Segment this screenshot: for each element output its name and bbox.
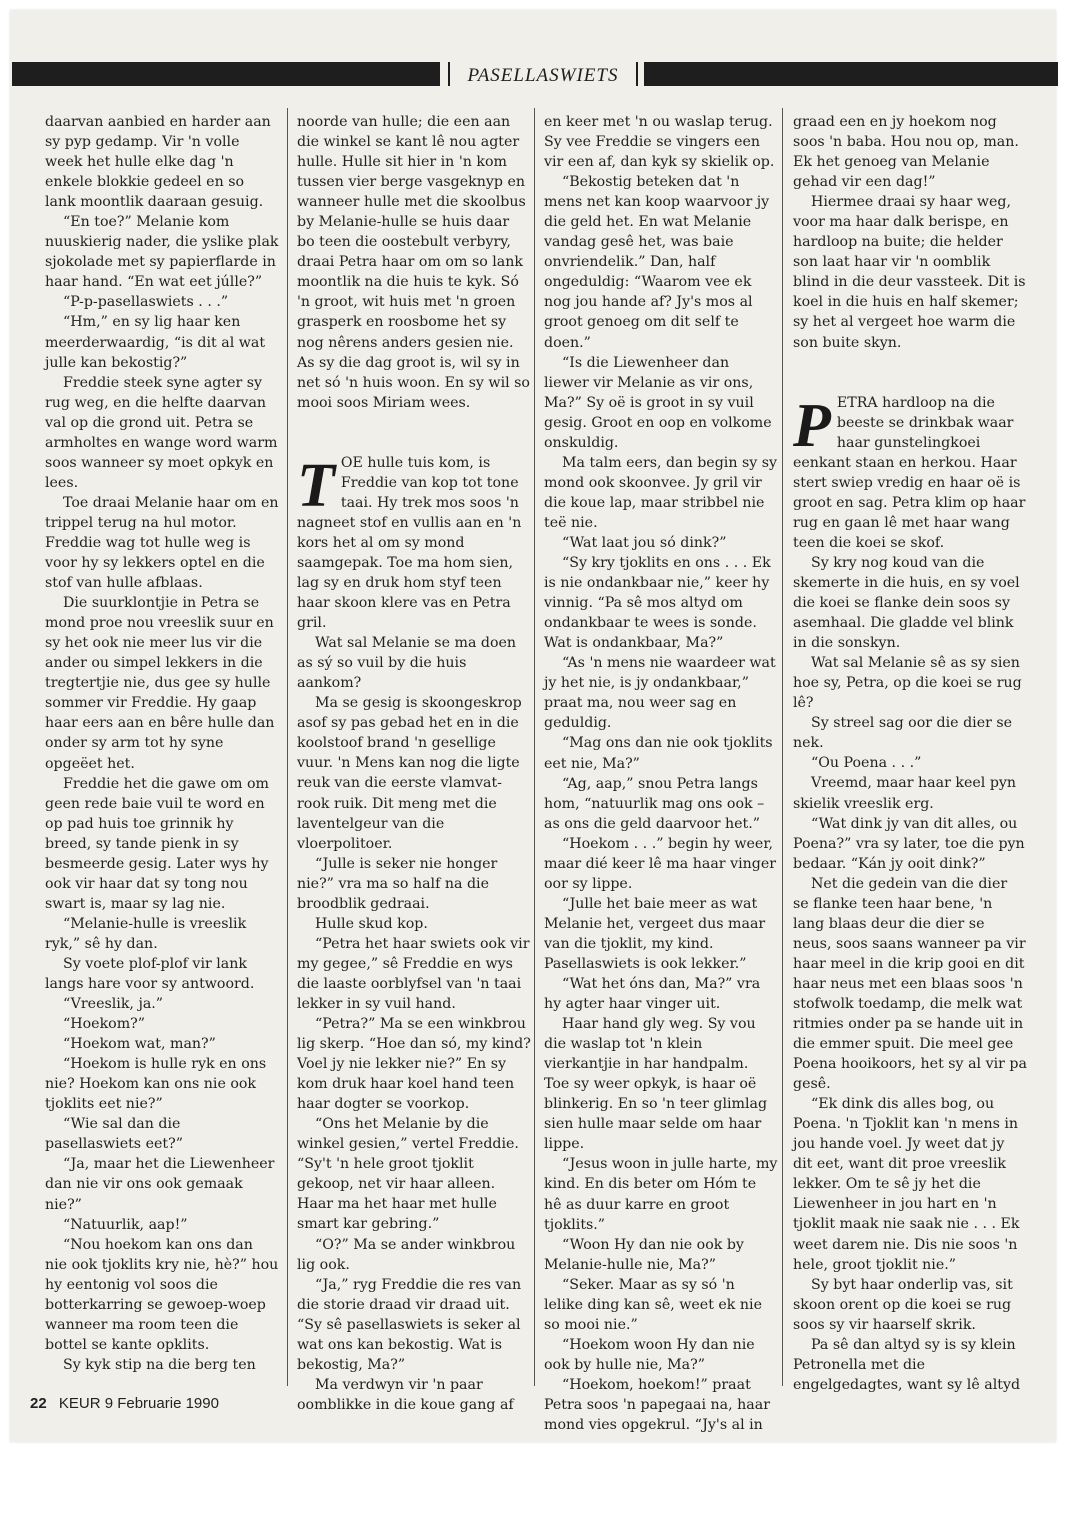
header-rule-left [12, 62, 440, 86]
issue-info: KEUR 9 Februarie 1990 [58, 1395, 219, 1412]
paragraph: “Nou hoekom kan ons dan nie ook tjoklits kry nie, hè?” hou hy eentonig vol soos die botterkarring se gewoep-woep wanneer ma room teen die bottel se kante opklits. [45, 1236, 279, 1353]
paragraph: “Bekostig beteken dat 'n mens net kan koop waarvoor jy die geld het. En wat Melanie vandag gesê het, was baie onvriendelik.” Dan, half ongeduldig: “Waarom vee ek nog jou hande af? Jy's mos al groot genoeg om dit self te doen.” [544, 174, 770, 351]
dropcap-paragraph [793, 393, 1027, 553]
paragraph: Freddie het die gawe om om geen rede baie vuil te word en op pad huis toe grinnik hy breed, sy tande pienk in sy besmeerde gesig. Later wys hy ook vir haar dat sy tong nou swart is, maar sy lag nie. [45, 775, 269, 912]
paragraph: “Ag, aap,” snou Petra langs hom, “natuurlik mag ons ook – as ons die geld daarvoor het.” [544, 775, 765, 832]
header-rule-right [644, 62, 1058, 86]
paragraph: “Mag ons dan nie ook tjoklits eet nie, Ma?” [544, 735, 773, 772]
paragraph: en keer met 'n ou waslap terug. Sy vee Freddie se vingers een vir een af, dan kyk sy skielik op. [544, 114, 775, 171]
paragraph: graad een en jy hoekom nog soos 'n baba. Hou nou op, man. Ek het genoeg van Melanie gehad vir een dag!” [793, 114, 1019, 191]
page-number: 22 [30, 1395, 47, 1412]
paragraph: Ma talm eers, dan begin sy sy mond ook skoonvee. Jy gril vir die koue lap, maar stribbel nie teë nie. [544, 454, 778, 531]
paragraph: daarvan aanbied en harder aan sy pyp gedamp. Vir 'n volle week het hulle elke dag 'n enkele blokkie gedeel en so lank moontlik daaraan gesuig. [45, 114, 271, 211]
paragraph: Sy voete plof-plof vir lank langs hare voor sy antwoord. [45, 955, 255, 993]
paragraph: “Melanie-hulle is vreeslik ryk,” sê hy dan. [45, 915, 247, 952]
paragraph: “Petra?” Ma se een winkbrou lig skerp. “Hoe dan só, my kind? Voel jy nie lekker nie?” En sy kom druk haar koel hand teen haar dogter se voorkop. [297, 1016, 531, 1113]
paragraph: “Hoekom wat, man?” [63, 1036, 216, 1053]
paragraph: “Hm,” en sy lig haar ken meerderwaardig, “is dit al wat julle kan bekostig?” [45, 314, 266, 371]
paragraph: “Seker. Maar as sy só 'n lelike ding kan sê, weet ek nie so mooi nie.” [544, 1276, 762, 1333]
paragraph: Haar hand gly weg. Sy vou die waslap tot 'n klein vierkantjie in har handpalm. Toe sy weer opkyk, is haar oë blinkerig. En so 'n teer glimlag sien hulle maar selde om haar lippe. [544, 1016, 768, 1153]
paragraph: Ma se gesig is skoongeskrop asof sy pas gebad het en in die koolstoof brand 'n gesellige vuur. 'n Mens kan nog die ligte reuk van die eerste vlamvat-rook ruik. Dit meng met die laventelgeur van die vloerpolitoer. [297, 695, 522, 852]
paragraph: “O?” Ma se ander winkbrou lig ook. [297, 1236, 516, 1273]
paragraph: “Sy kry tjoklits en ons . . . Ek is nie ondankbaar nie,” keer hy vinnig. “Pa sê mos altyd om ondankbaar te wees is sonde. Wat is ondankbaar, Ma?” [544, 555, 771, 652]
paragraph: “Jesus woon in julle harte, my kind. En dis beter om Hóm te hê as duur karre en groot tjoklits.” [544, 1156, 778, 1233]
paragraph: Pa sê dan altyd sy is sy klein Petronella met die engelgedagtes, want sy lê altyd [793, 1336, 1021, 1393]
column-divider [782, 108, 783, 1386]
paragraph: Sy kry nog koud van die skemerte in die huis, en sy voel die koei se flanke dein soos sy asemhaal. Die gladde vel blink in die sonskyn. [793, 554, 1020, 652]
paragraph: “Natuurlik, aap!” [63, 1216, 188, 1233]
drop-cap: T [297, 451, 335, 520]
paragraph: “Hoekom is hulle ryk en ons nie? Hoekom kan ons nie ook tjoklits eet nie?” [45, 1056, 267, 1113]
paragraph: “Wie sal dan die pasellaswiets eet?” [45, 1116, 183, 1153]
paragraph: “Julle het baie meer as wat Melanie het, vergeet dus maar van die tjoklit, my kind. Pasellaswiets is ook lekker.” [544, 895, 766, 972]
paragraph: “Hoekom?” [63, 1016, 146, 1033]
column-divider [287, 108, 288, 1386]
paragraph: “Ja, maar het die Liewenheer dan nie vir ons ook gemaak nie?” [45, 1156, 275, 1213]
paragraph: “En toe?” Melanie kom nuuskierig nader, die yslike plak sjokolade met sy papierflarde in haar hand. “En wat eet júlle?” [45, 214, 279, 291]
paragraph: Freddie steek syne agter sy rug weg, en die helfte daarvan val op die grond uit. Petra se armholtes en wange word warm soos wanneer sy moet opkyk en lees. [45, 374, 278, 491]
paragraph: Wat sal Melanie se ma doen as sý so vuil by die huis aankom? [297, 635, 517, 692]
paragraph: “Ou Poena . . .” [811, 755, 922, 772]
paragraph: “Julle is seker nie honger nie?” vra ma so half na die broodblik gedraai. [297, 855, 498, 912]
section-title: PASELLASWIETS [448, 62, 638, 86]
paragraph: “Hoekom, hoekom!” praat Petra soos 'n papegaai na, haar mond vies opgekrul. “Jy's al in [544, 1376, 770, 1434]
dropcap-text: ETRA hardloop na die beeste se drinkbak waar haar gunstelingkoei eenkant staan en herkou. Haar stert swiep vredig en haar oë is groot en sag. Petra klim op haar rug en gaan lê met haar wang teen die koei se skof. [793, 394, 1026, 551]
paragraph: “Is die Liewenheer dan liewer vir Melanie as vir ons, Ma?” Sy oë is groot in sy vuil gesig. Groot en oop en volkome onskuldig. [544, 354, 772, 451]
paragraph: Ma verdwyn vir 'n paar oomblikke in die koue gang af [297, 1376, 514, 1413]
paragraph: Wat sal Melanie sê as sy sien hoe sy, Petra, op die koei se rug lê? [793, 655, 1022, 712]
article-column-1 [45, 112, 279, 1375]
paragraph: “Wat het óns dan, Ma?” vra hy agter haar vinger uit. [544, 976, 761, 1013]
dropcap-text: OE hulle tuis kom, is Freddie van kop tot tone taai. Hy trek mos soos 'n nagneet stof en vullis aan en 'n kors het al om sy mond saamgepak. Toe ma hom sien, lag sy en druk hom styf teen haar skoon klere vas en Petra gril. [297, 454, 522, 632]
dropcap-paragraph [297, 453, 531, 633]
section-break [793, 353, 1027, 393]
paragraph: “Hoekom woon Hy dan nie ook by hulle nie, Ma?” [544, 1336, 755, 1373]
paragraph: “Ja,” ryg Freddie die res van die storie draad vir draad uit. “Sy sê pasellaswiets is seker al wat ons kan bekostig. Wat is bekostig, Ma?” [297, 1276, 522, 1373]
paragraph: “Woon Hy dan nie ook by Melanie-hulle nie, Ma?” [544, 1236, 744, 1273]
paragraph: “Petra het haar swiets ook vir my gegee,” sê Freddie en wys die laaste oorblyfsel van 'n taai lekker in sy vuil hand. [297, 935, 530, 1012]
paragraph: “P-p-pasellaswiets . . .” [63, 294, 229, 311]
paragraph: Vreemd, maar haar keel pyn skielik vreeslik erg. [793, 775, 1017, 812]
paragraph: Toe draai Melanie haar om en trippel terug na hul motor. Freddie wag tot hulle weg is voor hy sy lekkers optel en die stof van hulle afblaas. [45, 494, 279, 592]
paragraph: noorde van hulle; die een aan die winkel se kant lê nou agter hulle. Hulle sit hier in 'n kom tussen vier berge vasgeknyp en wanneer hulle met die skoolbus by Melanie-hulle se huis daar bo teen die oostebult verbyry, draai Petra haar om om so lank moontlik na die huis te kyk. Só 'n groot, wit huis met 'n groen grasperk en roosbome het sy nog nêrens anders gesien nie. As sy die dag groot is, wil sy in net só 'n huis woon. En sy wil so mooi soos Miriam wees. [297, 114, 530, 411]
paragraph: “Wat dink jy van dit alles, ou Poena?” vra sy later, toe die pyn bedaar. “Kán jy ooit dink?” [793, 815, 1025, 872]
page-footer [30, 1395, 219, 1412]
column-divider [534, 108, 535, 1386]
article-column-4 [793, 112, 1027, 1395]
paragraph: “Ek dink dis alles bog, ou Poena. 'n Tjoklit kan 'n mens in jou hande voel. Jy weet dat jy dit eet, want dit proe vreeslik lekker. Om te sê jy het die Liewenheer in jou hart en 'n tjoklit maak nie saak nie . . . Ek weet darem nie. Dis nie soos 'n hele, groot tjoklit nie.” [793, 1096, 1020, 1273]
paragraph: Die suurklontjie in Petra se mond proe nou vreeslik suur en sy het ook nie meer lus vir die ander ou simpel lekkers in die tregtertjie nie, dus gee sy hulle sommer vir Freddie. Hy gaap haar eers aan en bêre hulle dan onder sy arm tot hy syne opgeëet het. [45, 595, 275, 772]
paragraph: “As 'n mens nie waardeer wat jy het nie, is jy ondankbaar,” praat ma, nou weer sag en geduldig. [544, 655, 776, 732]
article-column-2 [297, 112, 531, 1415]
paragraph: “Ons het Melanie by die winkel gesien,” vertel Freddie. “Sy't 'n hele groot tjoklit gekoop, net vir haar alleen. Haar ma het haar met hulle smart kar gebring.” [297, 1116, 519, 1233]
article-column-3 [544, 112, 778, 1435]
paragraph: “Wat laat jou só dink?” [562, 534, 727, 551]
drop-cap: P [793, 391, 831, 460]
paragraph: Hiermee draai sy haar weg, voor ma haar dalk berispe, en hardloop na buite; die helder son laat haar vir 'n oomblik blind in die deur vassteek. Dit is koel in die huis en half skemer; sy het al vergeet hoe warm die son buite skyn. [793, 194, 1026, 351]
paragraph: Sy streel sag oor die dier se nek. [793, 715, 1013, 752]
section-header [12, 62, 1058, 86]
paragraph: “Hoekom . . .” begin hy weer, maar dié keer lê ma haar vinger oor sy lippe. [544, 835, 777, 892]
paragraph: “Vreeslik, ja.” [63, 996, 164, 1013]
paragraph: Sy kyk stip na die berg ten [63, 1356, 256, 1373]
section-break [297, 413, 531, 453]
paragraph: Net die gedein van die dier se flanke teen haar bene, 'n lang blaas deur die dier se neus, soos saans wanneer pa vir haar meel in die krip gooi en dit haar neus met een blaas soos 'n stofwolk toedamp, die melk wat ritmies onder pa se hande uit in die emmer spuit. Die meel gee Poena hooikoors, het sy al vir pa gesê. [793, 875, 1027, 1093]
paragraph: Sy byt haar onderlip vas, sit skoon orent op die koei se rug soos sy vir haarself skrik. [793, 1276, 1013, 1333]
paragraph: Hulle skud kop. [315, 915, 428, 932]
